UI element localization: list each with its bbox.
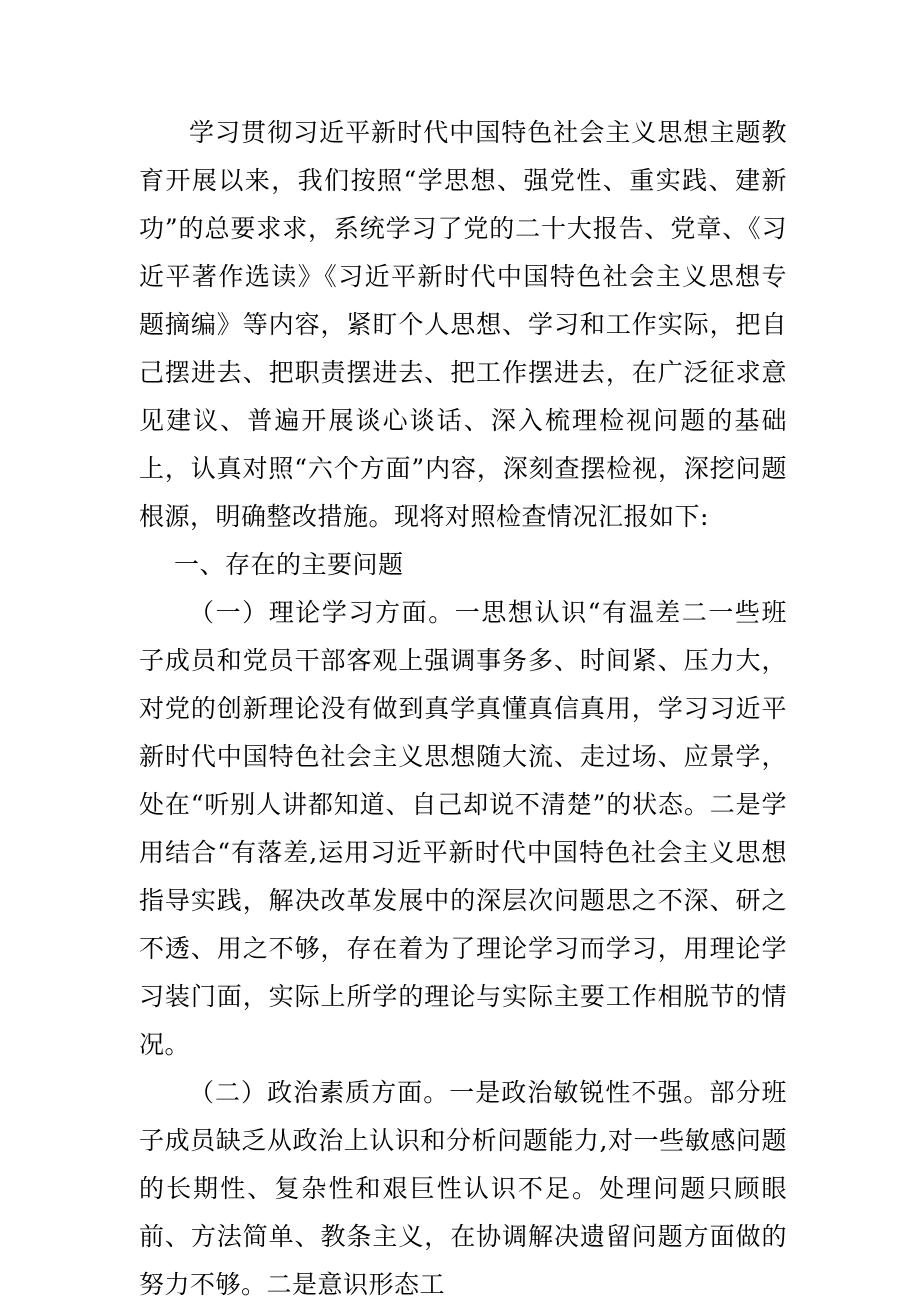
political-quality-paragraph: （二）政治素质方面。一是政治敏锐性不强。部分班子成员缺乏从政治上认识和分析问题能力,对一些敏感问题的长期性、复杂性和艰巨性认识不足。处理问题只顾眼前、方法简单、教条主义，在协调解决遗留问题方面做的努力不够。二是意识形态工	[139, 1078, 787, 1299]
document-body	[139, 109, 787, 1309]
theory-study-paragraph: （一）理论学习方面。一思想认识“有温差二一些班子成员和党员干部客观上强调事务多、时间紧、压力大，对党的创新理论没有做到真学真懂真信真用，学习习近平新时代中国特色社会主义思想随大流、走过场、应景学，处在“听别人讲都知道、自己却说不清楚”的状态。二是学用结合“有落差,运用习近平新时代中国特色社会主义思想指导实践，解决改革发展中的深层次问题思之不深、研之不透、用之不够，存在着为了理论学习而学习，用理论学习装门面，实际上所学的理论与实际主要工作相脱节的情况。	[139, 598, 787, 1059]
intro-paragraph: 学习贯彻习近平新时代中国特色社会主义思想主题教育开展以来，我们按照“学思想、强党性、重实践、建新功”的总要求求，系统学习了党的二十大报告、党章、《习近平著作选读》《习近平新时代中国特色社会主义思想专题摘编》等内容，紧盯个人思想、学习和工作实际，把自己摆进去、把职责摆进去、把工作摆进去，在广泛征求意见建议、普遍开展谈心谈话、深入梳理检视问题的基础上，认真对照“六个方面”内容，深刻查摆检视，深挖问题根源，明确整改措施。现将对照检查情况汇报如下:	[139, 118, 787, 531]
section-heading: 一、存在的主要问题	[174, 550, 404, 579]
